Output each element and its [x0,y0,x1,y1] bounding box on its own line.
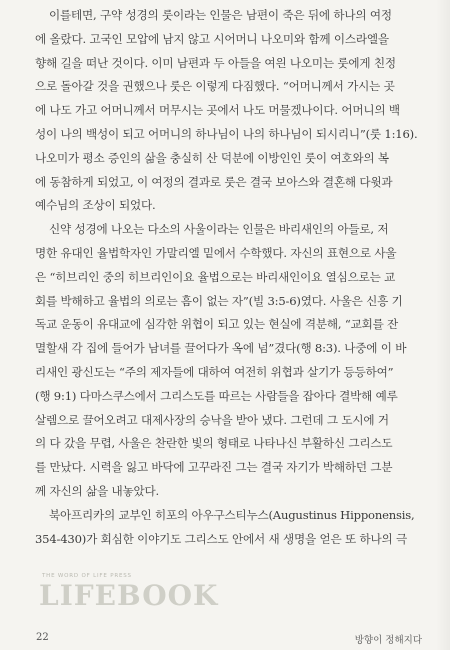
text-line: 신약 성경에 나오는 다소의 사울이라는 인물은 바리새인의 아들로, 저 [49,222,389,237]
text-line: 독교 운동이 유대교에 심각한 위협이 되고 있는 현실에 격분해, “교회를 잔 [35,317,399,332]
text-line: 나오미가 평소 증인의 삶을 충실히 산 덕분에 이방인인 룻이 여호와의 복 [35,150,389,165]
page-number: 22 [36,632,49,643]
text-line: 의 다 갔을 무렵, 사울은 찬란한 빛의 형태로 나타나신 부활하신 그리스도 [35,436,393,451]
logo-tagline: THE WORD OF LIFE PRESS [42,573,132,579]
text-line: 향해 길을 떠난 것이다. 이미 남편과 두 아들을 여읜 나오미는 룻에게 친정 [35,55,396,70]
text-line: 으로 돌아갈 것을 권했으나 룻은 이렇게 다짐했다. “어머니께서 가시는 곳 [35,79,395,94]
page-edge-shadow [436,0,450,650]
text-line: 에 동참하게 되었고, 이 여정의 결과로 룻은 결국 보아스와 결혼해 다윗과 [35,174,393,189]
text-line: 이를테면, 구약 성경의 룻이라는 인물은 남편이 죽은 뒤에 하나의 여정 [49,8,392,22]
text-line: 은 “히브리인 중의 히브리인이요 율법으로는 바리새인이요 열심으로는 교 [35,269,396,284]
text-line: 에 올랐다. 고국인 모압에 남지 않고 시어머니 나오미와 함께 이스라엘을 [35,31,389,46]
text-line: 성이 나의 백성이 되고 어머니의 하나님이 나의 하나님이 되시리니”(룻 1:16). [35,126,418,141]
text-line: 께 자신의 삶을 내놓았다. [35,483,159,498]
text-line: 명한 유대인 율법학자인 가말리엘 밑에서 수학했다. 자신의 표현으로 사울 [35,245,397,260]
text-line: 멸할새 각 집에 들어가 남녀를 끌어다가 옥에 넘”겼다(행 8:3). 나중에 이 바 [35,341,407,356]
text-line: (행 9:1) 다마스쿠스에서 그리스도를 따르는 사람들을 잡아다 결박해 예루 [35,388,398,403]
running-title: 방향이 정해지다 [354,635,422,646]
logo-wordmark: LIFEBOOK [39,579,219,612]
paragraph [35,504,427,552]
text-line: 를 만났다. 시력을 잃고 바닥에 고꾸라진 그는 결국 자기가 박해하던 그분 [35,460,393,475]
text-line: 살렘으로 끌어오려고 대제사장의 승낙을 받아 냈다. 그런데 그 도시에 거 [35,412,389,427]
text-line: 에 나도 가고 어머니께서 머무시는 곳에서 나도 머물겠나이다. 어머니의 백 [35,103,400,118]
text-line: 회를 박해하고 율법의 의로는 흠이 없는 자”(빌 3:5-6)였다. 사울은 신흥 기 [35,293,403,308]
body-text [35,4,427,551]
text-line: 리새인 광신도는 “주의 제자들에 대하여 여전히 위협과 살기가 등등하여” [35,364,394,379]
paragraph [35,218,427,504]
text-line: 북아프리카의 교부인 히포의 아우구스티누스(Augustinus Hipponensis, [49,507,415,522]
publisher-logo [36,573,219,613]
text-line: 354-430)가 회심한 이야기도 그리스도 안에서 새 생명을 얻은 또 하나의 극 [35,531,407,546]
paragraph [35,4,427,218]
text-line: 예수님의 조상이 되었다. [35,198,156,213]
